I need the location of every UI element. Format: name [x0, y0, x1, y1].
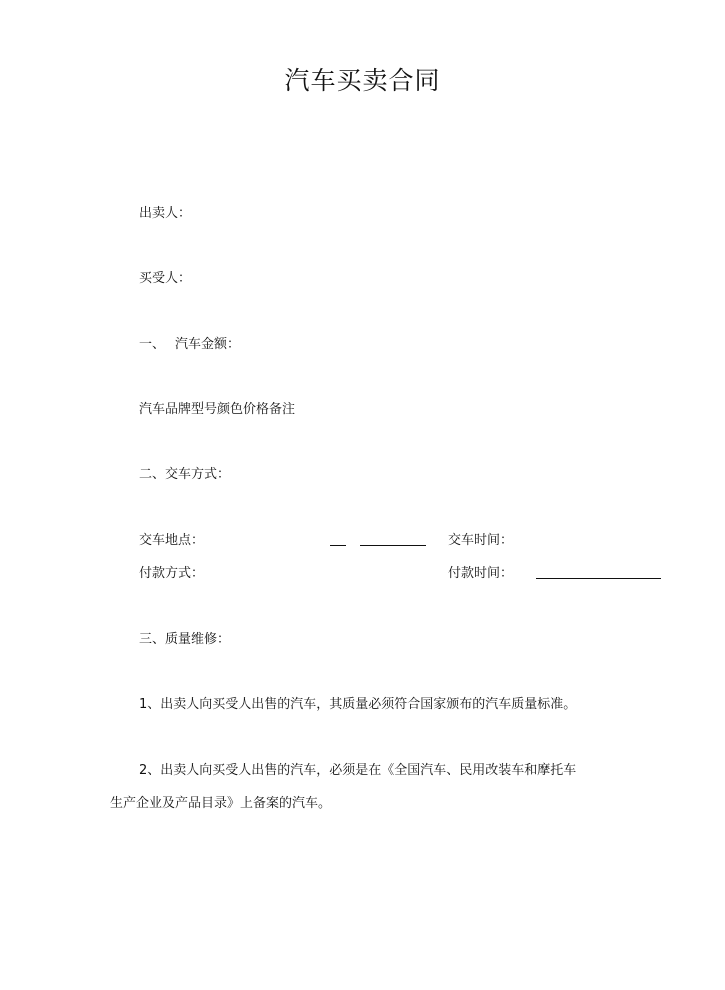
vehicle-table-header: 汽车品牌型号颜色价格备注: [139, 402, 296, 417]
delivery-place-blank-short: [330, 545, 346, 546]
delivery-time-label: 交车时间：: [448, 533, 514, 548]
clause-2-line-2: 生产企业及产品目录》上备案的汽车。: [110, 796, 332, 811]
seller-label: 出卖人：: [139, 206, 192, 221]
section3-heading: 三、质量维修：: [139, 632, 231, 647]
payment-time-blank: [536, 578, 661, 579]
delivery-place-blank: [360, 545, 426, 546]
payment-method-label: 付款方式：: [139, 566, 205, 581]
clause-2-line-1: 2、出卖人向买受人出售的汽车，必须是在《全国汽车、民用改装车和摩托车: [139, 763, 577, 778]
payment-time-label: 付款时间：: [448, 566, 514, 581]
document-title: 汽车买卖合同: [284, 66, 441, 95]
clause-1: 1、出卖人向买受人出售的汽车，其质量必须符合国家颁布的汽车质量标准。: [139, 697, 577, 712]
section1-number: 一、: [139, 337, 166, 352]
buyer-label: 买受人：: [139, 271, 192, 286]
section1-heading: 汽车金额：: [175, 337, 241, 352]
delivery-place-label: 交车地点：: [139, 533, 205, 548]
section2-heading: 二、交车方式：: [139, 467, 231, 482]
